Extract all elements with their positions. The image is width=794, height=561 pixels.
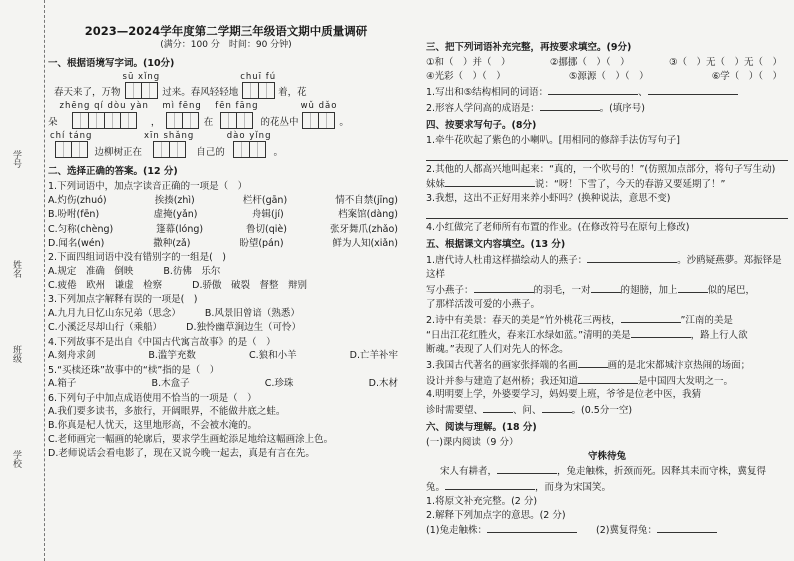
q2-6-option-c: C.老师画完一幅画的轮廓后，要求学生画蛇添足地给这幅画涂上色。: [48, 433, 334, 445]
s4-q3: 3.我想，这出不正好用来养小虾吗？(换种说法，意思不变): [426, 193, 671, 205]
q2-6-option-d: D.老师说话会看电影了，现在又说今晚一起去，真是有言在先。: [48, 447, 315, 459]
text: 边柳树正在: [94, 146, 142, 158]
q2-3-options-cd: C.小溪泛尽却山行（乘船） D.独怜幽草涧边生（可怜）: [48, 322, 301, 334]
text: 自己的: [196, 146, 225, 158]
answer-line[interactable]: [426, 148, 788, 161]
s5-p2: 2.诗中有美景：春天的美是“竹外桃花三两枝， ”江南的美是: [426, 312, 788, 328]
q2-1-option-a: A.灼伤(zhuó) 挨揍(zhì) 栏杆(gān) 情不自禁(jīng): [48, 195, 398, 207]
exam-subtitle: (满分：100 分 时间：90 分钟): [160, 40, 292, 51]
text: 在: [203, 116, 214, 128]
pinyin-row-2: [48, 101, 404, 129]
s3-words-row-1: ①和（ ）并（ ） ②挪挪（ ）（ ） ③（ ）无（ ）无（ ）: [426, 56, 782, 68]
text: 朵: [48, 116, 58, 128]
answer-blank[interactable]: [445, 176, 535, 187]
answer-blank[interactable]: [474, 282, 534, 293]
s5-p3-cont: 设计并参与建造了赵州桥；我还知道 是中国四大发明之一。: [426, 373, 788, 389]
s5-p2-cont: “日出江花红胜火，春来江水绿如蓝。”清明的美是 ，路上行人欲: [426, 327, 788, 343]
q2-5-stem: 5.“买椟还珠”故事中的“椟”指的是（ ）: [48, 364, 220, 376]
q2-6-option-b: B.你真是杞人忧天，这里地形高，不会被水淹的。: [48, 420, 258, 432]
s5-p1: 1.唐代诗人杜甫这样描绘动人的燕子： 。沙鸥疑燕夢。郑振铎是这样: [426, 252, 788, 282]
pinyin-blank[interactable]: [123, 72, 161, 100]
s6-q2: 2.解释下列加点字的意思。(2 分): [426, 509, 566, 521]
q2-4-options: A.刻舟求剑 B.滥竽充数 C.狼和小羊 D.亡羊补牢: [48, 350, 398, 362]
section-1-heading: 一、根据语境写字词。(10分): [48, 57, 175, 69]
pinyin-blank[interactable]: [50, 131, 92, 159]
right-column: [426, 4, 788, 559]
s3-words-row-2: ④光彩（ ）（ ） ⑤源源（ ）（ ） ⑥学（ ）（ ）: [426, 71, 782, 83]
text: 春天来了，万物: [54, 87, 121, 99]
s5-p2-end: 断魂。”表现了人们对先人的怀念。: [426, 344, 569, 356]
pinyin: dào yǐng: [226, 130, 272, 141]
s5-p3: 3.我国古代著名的画家张择端的名画 画的是北宋都城汴京热闹的场面；: [426, 357, 788, 373]
q2-2-options-ab: A.规定 准确 倒映 B.彷佛 乐尔: [48, 265, 221, 277]
q2-3-stem: 3.下列加点字解释有误的一项是( ): [48, 294, 198, 306]
s5-p1-end: 了那样活泼可爱的小燕子。: [426, 298, 541, 310]
pinyin: wǔ dǎo: [300, 101, 338, 112]
answer-blank[interactable]: [657, 522, 717, 533]
section-5-heading: 五、根据课文内容填空。(13 分): [426, 238, 566, 250]
passage-title: 守株待兔: [587, 450, 626, 462]
pinyin-blank[interactable]: [240, 72, 276, 100]
answer-blank[interactable]: [497, 463, 557, 474]
s4-q4: 4.小红做完了老师所有布置的作业。(在修改符号在原句上修改): [426, 221, 690, 233]
pinyin: mì fēng: [162, 101, 202, 112]
answer-blank[interactable]: [548, 84, 638, 95]
answer-blank[interactable]: [578, 357, 608, 368]
answer-blank[interactable]: [621, 312, 681, 323]
s6-q1: 1.将原文补充完整。(2 分): [426, 495, 538, 507]
pinyin-blank[interactable]: [215, 101, 258, 129]
answer-blank[interactable]: [445, 479, 535, 490]
q2-4-stem: 4.下列故事不是出自《中国古代寓言故事》的是（ ）: [48, 336, 276, 348]
exam-title: 2023—2024学年度第二学期三年级语文期中质量调研: [84, 24, 368, 38]
text: 。: [339, 116, 349, 128]
s5-p4: 4.明明要上学，外婆要学习，妈妈要上班，爷爷是位老中医，我猜: [426, 389, 702, 401]
s4-q1: 1.牵牛花吹起了紫色的小喇叭。[用相同的修辞手法仿写句子]: [426, 134, 680, 146]
pinyin-blank[interactable]: [227, 131, 272, 159]
section-6-heading: 六、阅读与理解。(18 分): [426, 421, 537, 433]
binding-margin: [0, 0, 45, 561]
answer-blank[interactable]: [631, 327, 691, 338]
q2-2-options-cd: C.疲倦 欧州 谦虚 检察 D.骄傲 破裂 督整 辩别: [48, 280, 307, 292]
pinyin-blank[interactable]: [60, 101, 149, 129]
s3-q2: 2.形容人学问高的成语是： 。(填序号): [426, 100, 788, 116]
s3-q1: 1.写出和⑤结构相同的词语： 、: [426, 84, 788, 100]
answer-blank[interactable]: [487, 522, 577, 533]
q2-6-stem: 6.下列句子中加点成语使用不恰当的一项是（ ）: [48, 392, 257, 404]
q2-3-options-ab: A.九月九日忆山东兄弟（思念） B.风景旧曾谙（熟悉）: [48, 308, 300, 320]
answer-blank[interactable]: [483, 402, 513, 413]
margin-label-class: 班级: [11, 345, 21, 363]
text: 过来。春风轻轻地: [162, 87, 239, 99]
passage-line-1: 宋人有耕者， ，兔走触株，折颈而死。因释其耒而守株，冀复得: [426, 463, 788, 479]
q2-6-option-a: A.我们要多读书，多旅行，开阔眼界，不能做井底之蛙。: [48, 406, 286, 418]
pinyin-blank[interactable]: [301, 101, 338, 129]
margin-label-school: 学校: [11, 450, 21, 468]
text: 的花丛中: [260, 116, 299, 128]
pinyin-row-3: [48, 131, 404, 159]
pinyin-row-1: [54, 72, 404, 100]
answer-blank[interactable]: [587, 252, 677, 263]
left-column: [48, 4, 404, 559]
s6-subheading: (一)课内阅读（9 分）: [426, 436, 519, 448]
pinyin: chuī fú: [240, 71, 277, 82]
pinyin-blank[interactable]: [144, 131, 194, 159]
pinyin: xīn shǎng: [143, 130, 195, 141]
s5-p1-cont: 写小燕子： 的羽毛，一对 的翅膀，加上 似的尾巴，: [426, 282, 788, 298]
answer-line[interactable]: [426, 206, 788, 219]
q2-1-option-c: C.匀称(chèng) 篷幕(lóng) 鲁切(qiè) 张牙舞爪(zhǎo): [48, 223, 398, 235]
answer-blank[interactable]: [678, 282, 708, 293]
answer-blank[interactable]: [542, 402, 572, 413]
section-2-heading: 二、选择正确的答案。(12 分): [48, 166, 178, 178]
answer-blank[interactable]: [591, 282, 621, 293]
q2-2-stem: 2.下面四组词语中没有错别字的一组是( ): [48, 252, 226, 264]
s5-p4-cont: 诊时需要望、 、问、 。(0.5分一空): [426, 402, 788, 418]
text: ，: [150, 116, 161, 128]
margin-label-name: 姓名: [11, 260, 21, 278]
answer-blank[interactable]: [578, 373, 638, 384]
text: 。: [273, 146, 283, 158]
pinyin: fēn fāng: [215, 101, 259, 112]
s4-q2-sentence: 妹妹 说：“呀！下雪了，今天的春游又要延期了！”: [426, 176, 788, 192]
s4-q2: 2.其他的人都高兴地叫起来：“真的，一个吹号的！”(仿照加点部分，将句子写生动): [426, 163, 776, 175]
section-3-heading: 三、把下列词语补充完整，再按要求填空。(9分): [426, 42, 632, 53]
passage-line-2: 兔。 ，而身为宋国笑。: [426, 479, 788, 495]
margin-label-student-id: 学号: [11, 150, 21, 168]
pinyin: chí táng: [50, 130, 93, 141]
answer-blank[interactable]: [540, 100, 600, 111]
s6-q2-items: (1)兔走触株： (2)冀复得兔：: [426, 522, 788, 538]
pinyin: sū xǐng: [122, 71, 161, 82]
q2-1-option-b: B.吩咐(fēn) 虚掩(yǎn) 舟辑(jí) 档案馆(dàng): [48, 209, 398, 221]
section-4-heading: 四、按要求写句子。(8分): [426, 119, 537, 131]
text: 着，花: [278, 87, 307, 99]
q2-5-options: A.箱子 B.木盒子 C.珍珠 D.木材: [48, 378, 398, 390]
answer-blank[interactable]: [648, 84, 738, 95]
pinyin: zhēng qí dòu yàn: [59, 101, 149, 112]
q2-1-stem: 1.下列词语中，加点字读音正确的一项是（ ）: [48, 181, 248, 193]
q2-1-option-d: D.闻名(wén) 撒种(zǎ) 盼望(pán) 鲜为人知(xiǎn): [48, 237, 398, 249]
pinyin-blank[interactable]: [162, 101, 201, 129]
